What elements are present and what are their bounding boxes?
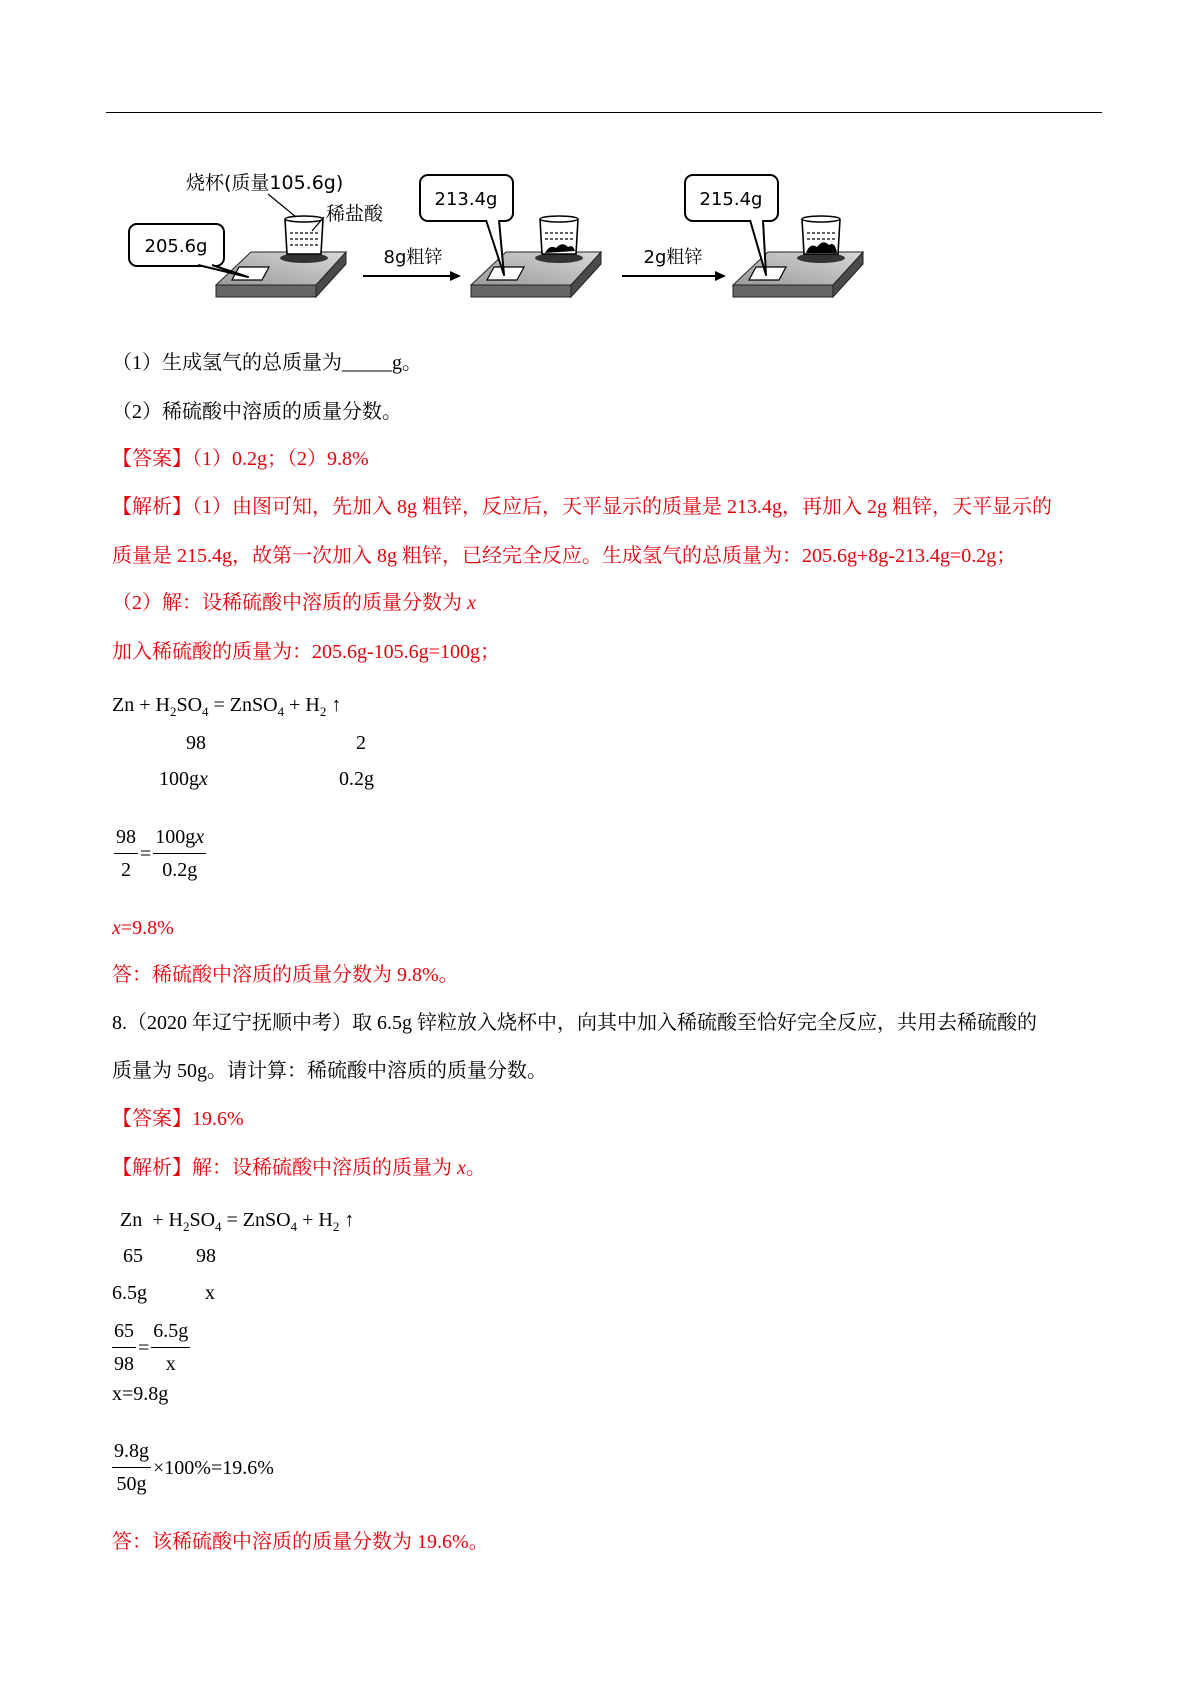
subscript: 4: [290, 1219, 298, 1234]
actual-mass-zn: 6.5g: [112, 1282, 147, 1304]
question-number: 8.: [112, 1012, 127, 1034]
addition-label-2: 2g粗锌: [643, 247, 703, 268]
percentage-result: ×100%=19.6%: [153, 1456, 274, 1479]
q7-analysis-line-2: 质量是 215.4g，故第一次加入 8g 粗锌，已经完全反应。生成氢气的总质量为：205.6g+8g-213.4g=0.2g；: [112, 545, 1017, 567]
q7-analysis-line-1: 【解析】（1）由图可知，先加入 8g 粗锌，反应后，天平显示的质量是 213.4g，再加入 2g 粗锌，天平显示的: [112, 496, 1052, 518]
beaker: [285, 216, 323, 254]
q7-acid-mass: 加入稀硫酸的质量为：205.6g-105.6g=100g；: [112, 641, 500, 663]
q8-percentage: [112, 1438, 276, 1497]
equation-term: = ZnSO: [221, 1209, 291, 1231]
q8-conclusion: 答：该稀硫酸中溶质的质量分数为 19.6%。: [112, 1531, 489, 1553]
denominator: 98: [114, 1353, 134, 1375]
q7-part1-suffix: g。: [392, 352, 422, 374]
mass-value: 100g: [159, 768, 199, 790]
q8-variable: x: [457, 1157, 466, 1179]
q8-result: x=9.8g: [112, 1383, 169, 1405]
subscript: 4: [277, 704, 285, 719]
beaker-label: 烧杯(质量105.6g): [186, 172, 344, 194]
equation-term: Zn + H: [120, 1209, 183, 1231]
equals-sign: =: [138, 1336, 150, 1359]
balance-1: [216, 216, 346, 297]
arrowhead-2: [715, 271, 726, 281]
fraction-left: [112, 1318, 136, 1377]
q8-answer: 【答案】19.6%: [112, 1108, 244, 1130]
fraction-right: [151, 1318, 190, 1377]
arrowhead-1: [450, 271, 461, 281]
q8-solve-intro: [112, 1155, 486, 1181]
equation-term: Zn + H: [112, 694, 170, 716]
balance-display: [749, 267, 786, 280]
subscript: 2: [182, 1219, 190, 1234]
answer-blank: _____: [342, 352, 392, 374]
q7-part2: （2）稀硫酸中溶质的质量分数。: [112, 401, 402, 423]
fraction-left: [114, 824, 138, 883]
relative-mass-zn: 65: [123, 1245, 143, 1267]
numerator: 98: [114, 824, 138, 854]
q7-solve-intro: [112, 590, 476, 616]
q7-conclusion: 答：稀硫酸中溶质的质量分数为 9.8%。: [112, 964, 459, 986]
subscript: 2: [169, 704, 177, 719]
fraction: [112, 1438, 151, 1497]
subscript: 4: [215, 1219, 222, 1234]
equation-term: = ZnSO: [208, 694, 278, 716]
equation-term: SO: [176, 694, 203, 716]
q7-solve-text: （2）解：设稀硫酸中溶质的质量分数为: [112, 592, 467, 614]
addition-label-1: 8g粗锌: [383, 247, 443, 268]
beaker: [802, 216, 840, 254]
equation-term: ↑: [339, 1209, 355, 1231]
subscript: 2: [332, 1219, 340, 1234]
q7-chemical-equation: [112, 692, 341, 720]
relative-mass-h2so4: 98: [186, 732, 206, 754]
q8-question-line-2: 质量为 50g。请计算：稀硫酸中溶质的质量分数。: [112, 1060, 547, 1082]
denominator: 0.2g: [162, 859, 198, 881]
actual-mass-h2so4: x: [205, 1282, 215, 1304]
numerator: 6.5g: [151, 1318, 190, 1348]
subscript: 2: [319, 704, 327, 719]
reading-3: 215.4g: [699, 189, 763, 210]
beaker-leader-line: [268, 194, 296, 217]
mass-variable: x: [199, 768, 208, 790]
question-source: （2020 年辽宁抚顺中考）: [127, 1012, 352, 1034]
equation-term: + H: [284, 694, 320, 716]
q8-chemical-equation: [120, 1207, 354, 1235]
equation-term: SO: [189, 1209, 216, 1231]
q8-question-line-1: [112, 1010, 1037, 1036]
balance-base: [733, 285, 833, 297]
numerator: 9.8g: [112, 1438, 151, 1468]
q7-part1-prefix: （1）生成氢气的总质量为: [112, 352, 342, 374]
relative-mass-h2: 2: [356, 732, 366, 754]
numerator: [153, 824, 206, 854]
balance-base: [216, 285, 316, 297]
numerator-variable: x: [195, 826, 205, 848]
acid-label: 稀盐酸: [326, 203, 384, 225]
header-rule: [106, 112, 1102, 113]
result-variable: x: [112, 917, 121, 939]
denominator: 50g: [116, 1473, 147, 1495]
fraction-right: [153, 824, 206, 883]
beaker: [540, 216, 578, 254]
equation-term: ↑: [326, 694, 342, 716]
balance-display: [487, 267, 524, 280]
denominator: x: [165, 1353, 176, 1375]
result-value: =9.8%: [120, 917, 174, 939]
q7-proportion: [114, 824, 206, 883]
numerator: 65: [112, 1318, 136, 1348]
denominator: 2: [121, 859, 131, 881]
reading-1: 205.6g: [144, 236, 208, 257]
q7-answer: 【答案】（1）0.2g；（2）9.8%: [112, 448, 369, 470]
question-text: 取 6.5g 锌粒放入烧杯中，向其中加入稀硫酸至恰好完全反应，共用去稀硫酸的: [352, 1012, 1037, 1034]
relative-mass-h2so4: 98: [196, 1245, 216, 1267]
q7-variable: x: [467, 592, 476, 614]
q8-proportion: [112, 1318, 190, 1377]
actual-mass-h2: 0.2g: [339, 768, 374, 790]
q8-solve-text: 【解析】解：设稀硫酸中溶质的质量为: [112, 1157, 457, 1179]
balance-base: [471, 285, 571, 297]
subscript: 4: [202, 704, 209, 719]
q8-solve-end: 。: [465, 1157, 486, 1179]
q7-result: [112, 915, 174, 941]
actual-mass-h2so4: [159, 766, 208, 792]
numerator-value: 100g: [155, 826, 196, 848]
equation-term: + H: [297, 1209, 333, 1231]
equals-sign: =: [140, 842, 152, 865]
q7-part1: [112, 350, 422, 376]
balance-experiment-figure: [120, 165, 880, 305]
reading-2: 213.4g: [434, 189, 498, 210]
